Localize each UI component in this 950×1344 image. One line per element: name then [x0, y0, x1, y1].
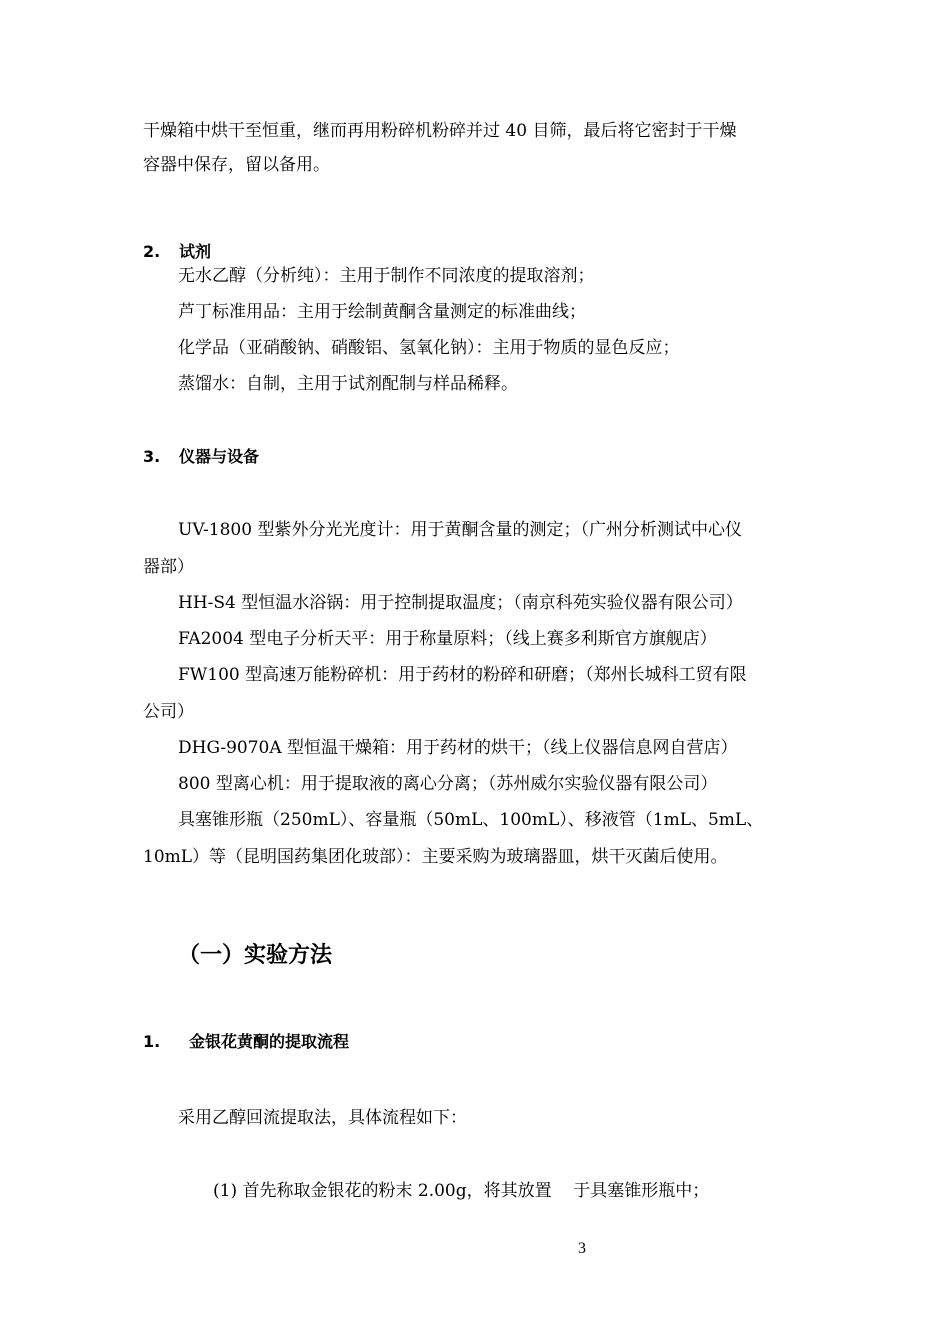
- section-number: 3.: [143, 447, 161, 466]
- section-title: 试剂: [179, 242, 212, 261]
- page-number: 3: [578, 1240, 586, 1257]
- body-text-line: 容器中保存，留以备用。: [143, 155, 330, 175]
- chapter-heading-method: （一）实验方法: [178, 943, 333, 968]
- reagent-item: 蒸馏水：自制，主用于试剂配制与样品稀释。: [178, 374, 518, 394]
- instrument-line: FW100 型高速万能粉碎机：用于药材的粉碎和研磨；（郑州长城科工贸有限: [178, 665, 747, 685]
- section-heading-instruments: [143, 445, 259, 469]
- instrument-line: DHG-9070A 型恒温干燥箱：用于药材的烘干；（线上仪器信息网自营店）: [178, 738, 738, 758]
- section-title: 仪器与设备: [179, 447, 260, 466]
- subsection-title: 金银花黄酮的提取流程: [189, 1032, 350, 1051]
- instrument-line: 800 型离心机：用于提取液的离心分离；（苏州威尔实验仪器有限公司）: [178, 774, 718, 794]
- instrument-line: 公司）: [143, 702, 194, 722]
- reagent-item: 化学品（亚硝酸钠、硝酸铝、氢氧化钠）：主用于物质的显色反应；: [178, 338, 680, 358]
- subsection-number: 1.: [143, 1032, 161, 1051]
- step-line: (1) 首先称取金银花的粉末 2.00g，将其放置 于具塞锥形瓶中；: [213, 1181, 710, 1201]
- instrument-line: UV-1800 型紫外分光光度计：用于黄酮含量的测定；（广州分析测试中心仪: [178, 520, 742, 540]
- instrument-line: FA2004 型电子分析天平：用于称量原料；（线上赛多利斯官方旗舰店）: [178, 629, 717, 649]
- instrument-line: HH-S4 型恒温水浴锅：用于控制提取温度；（南京科苑实验仪器有限公司）: [178, 593, 743, 613]
- instrument-line: 10mL）等（昆明国药集团化玻部）：主要采购为玻璃器皿，烘干灭菌后使用。: [143, 847, 728, 867]
- reagent-item: 无水乙醇（分析纯）：主用于制作不同浓度的提取溶剂；: [178, 266, 595, 286]
- body-text-line: 干燥箱中烘干至恒重，继而再用粉碎机粉碎并过 40 目筛，最后将它密封于干燥: [143, 121, 737, 141]
- section-heading-reagents: [143, 240, 211, 264]
- body-text-line: 采用乙醇回流提取法，具体流程如下：: [178, 1108, 467, 1128]
- section-number: 2.: [143, 242, 161, 261]
- subsection-heading-extraction: [143, 1030, 349, 1054]
- instrument-line: 具塞锥形瓶（250mL）、容量瓶（50mL、100mL）、移液管（1mL、5mL、: [178, 810, 764, 830]
- reagent-item: 芦丁标准用品：主用于绘制黄酮含量测定的标准曲线；: [178, 302, 586, 322]
- instrument-line: 器部）: [143, 557, 194, 577]
